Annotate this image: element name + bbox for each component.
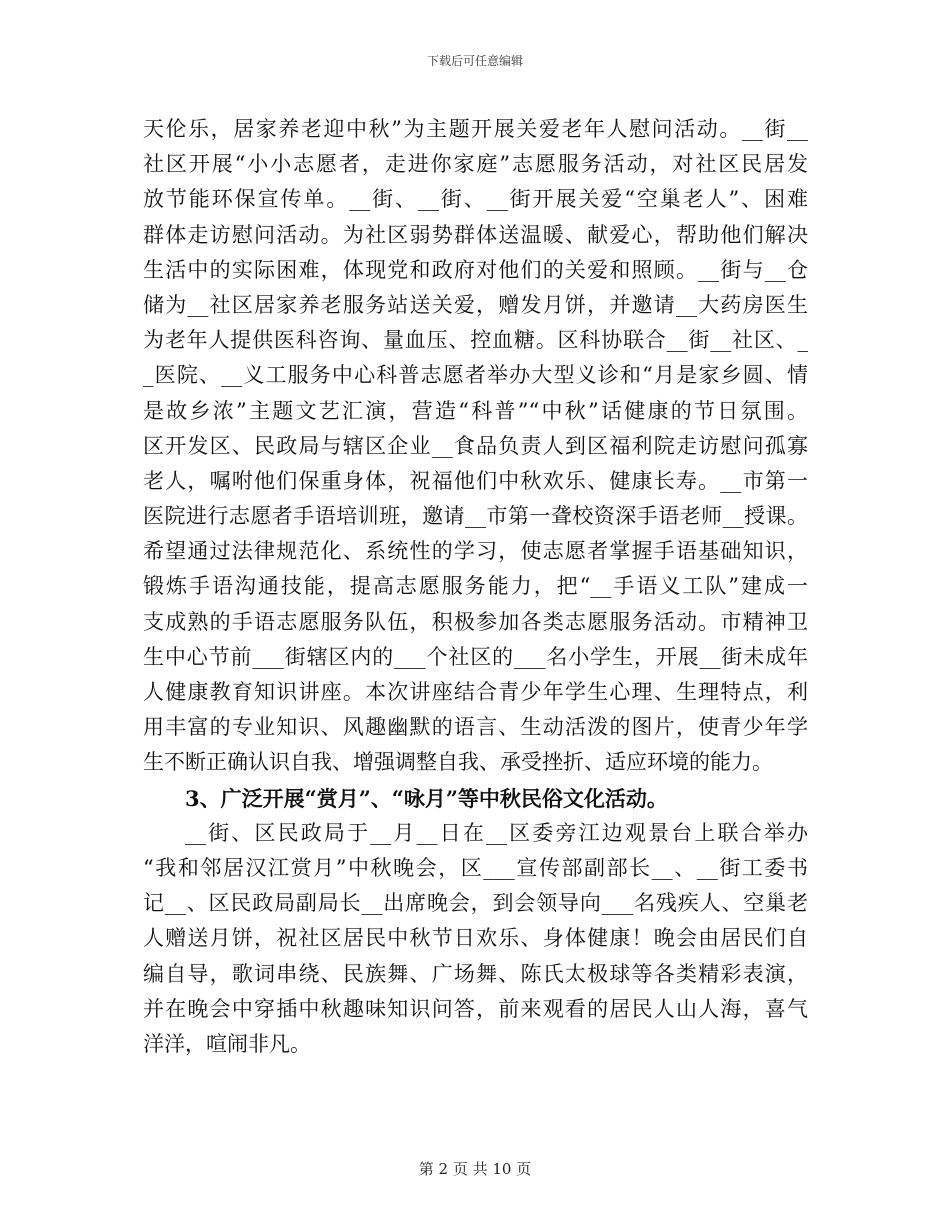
paragraph-line: 生不断正确认识自我、增强调整自我、承受挫折、适应环境的能力。 — [143, 750, 773, 775]
paragraph-line: 编自导，歌词串绕、民族舞、广场舞、陈氏太极球等各类精彩表演， — [143, 961, 808, 986]
paragraph-line: 区开发区、民政局与辖区企业__食品负责人到区福利院走访慰问孤寡 — [143, 433, 808, 458]
section-heading: 3、广泛开展“赏月”、“咏月”等中秋民俗文化活动。 — [185, 785, 668, 811]
paragraph-line: 生中心节前___街辖区内的___个社区的___名小学生，开展__街未成年 — [143, 644, 808, 669]
paragraph-line: 生活中的实际困难，体现党和政府对他们的关爱和照顾。__街与__仓 — [143, 257, 808, 282]
paragraph-line: “我和邻居汉江赏月”中秋晚会，区___宣传部副部长__、__街工委书 — [143, 855, 808, 880]
paragraph-line: 洋洋，喧闹非凡。 — [143, 1031, 311, 1056]
document-body — [143, 112, 808, 1062]
paragraph-line: 社区开展“小小志愿者，走进你家庭”志愿服务活动，对社区民居发 — [143, 152, 808, 177]
paragraph-line: _医院、__义工服务中心科普志愿者举办大型义诊和“月是家乡圆、情 — [143, 363, 808, 388]
paragraph-line: 记__、区民政局副局长__出席晚会，到会领导向___名残疾人、空巢老 — [143, 891, 808, 916]
paragraph-line: 老人，嘱咐他们保重身体，祝福他们中秋欢乐、健康长寿。__市第一 — [143, 468, 808, 493]
paragraph-line: 天伦乐，居家养老迎中秋”为主题开展关爱老年人慰问活动。__街__ — [143, 117, 808, 141]
paragraph-line: 群体走访慰问活动。为社区弱势群体送温暖、献爱心，帮助他们解决 — [143, 222, 808, 247]
paragraph-line: 为老年人提供医科咨询、量血压、控血糖。区科协联合__街__社区、_ — [143, 328, 808, 353]
paragraph-line: 医院进行志愿者手语培训班，邀请__市第一聋校资深手语老师__授课。 — [143, 504, 808, 529]
paragraph-line: __街、区民政局于__月__日在__区委旁江边观景台上联合举办 — [185, 820, 808, 845]
page-header-note: 下载后可任意编辑 — [426, 54, 523, 68]
paragraph-line: 是故乡浓”主题文艺汇演，营造“科普”“中秋”话健康的节日氛围。 — [143, 398, 808, 423]
paragraph-line: 储为__社区居家养老服务站送关爱，赠发月饼，并邀请__大药房医生 — [143, 292, 808, 317]
page-number-footer: 第 2 页 共 10 页 — [418, 1160, 532, 1178]
paragraph-line: 支成熟的手语志愿服务队伍，积极参加各类志愿服务活动。市精神卫 — [143, 609, 808, 634]
paragraph-line: 并在晚会中穿插中秋趣味知识问答，前来观看的居民人山人海，喜气 — [143, 996, 808, 1021]
paragraph-line: 希望通过法律规范化、系统性的学习，使志愿者掌握手语基础知识， — [143, 539, 808, 564]
paragraph-line: 用丰富的专业知识、风趣幽默的语言、生动活泼的图片，使青少年学 — [143, 715, 808, 740]
paragraph-line: 人健康教育知识讲座。本次讲座结合青少年学生心理、生理特点，利 — [143, 680, 808, 704]
paragraph-line: 人赠送月饼，祝社区居民中秋节日欢乐、身体健康！晚会由居民们自 — [143, 926, 808, 951]
paragraph-line: 放节能环保宣传单。__街、__街、__街开展关爱“空巢老人”、困难 — [143, 187, 808, 212]
paragraph-line: 锻炼手语沟通技能，提高志愿服务能力，把“__手语义工队”建成一 — [143, 574, 808, 599]
